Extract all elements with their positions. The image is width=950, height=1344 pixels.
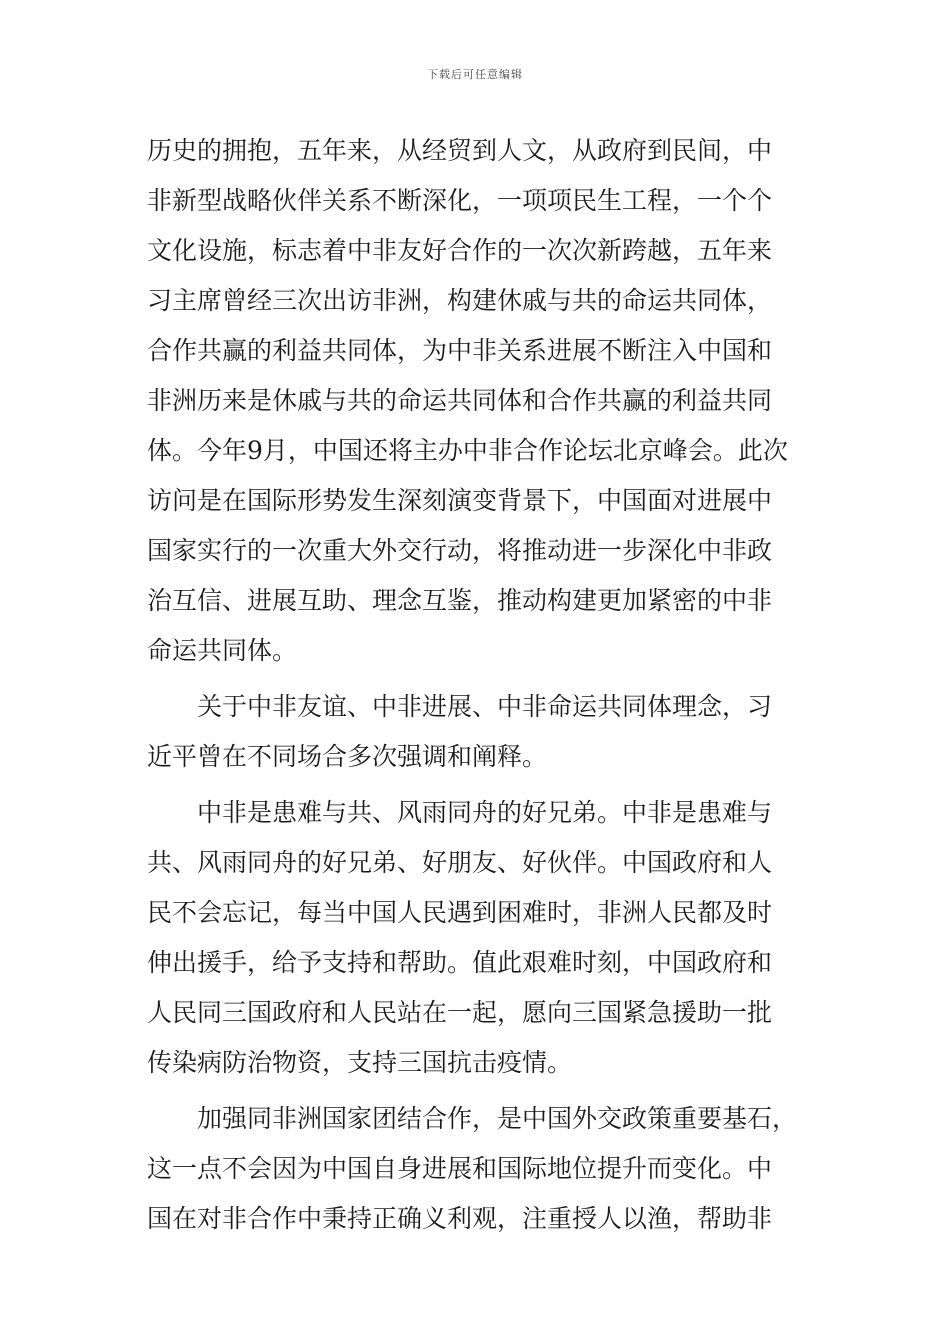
text-line: 民不会忘记，每当中国人民遇到困难时，非洲人民都及时	[147, 898, 773, 927]
text-line: 人民同三国政府和人民站在一起，愿向三国紧急援助一批	[147, 998, 773, 1027]
text-line: 中非是患难与共、风雨同舟的好兄弟。中非是患难与	[197, 798, 773, 827]
paragraph-2	[147, 682, 827, 782]
text-line: 体。今年9月，中国还将主办中非合作论坛北京峰会。此次	[147, 436, 788, 465]
text-line: 非洲历来是休戚与共的命运共同体和合作共赢的利益共同	[147, 386, 773, 415]
text-line: 伸出援手，给予支持和帮助。值此艰难时刻，中国政府和	[147, 948, 773, 977]
text-line: 关于中非友谊、中非进展、中非命运共同体理念，习	[197, 692, 773, 721]
document-body	[147, 126, 827, 1244]
text-line: 合作共赢的利益共同体，为中非关系进展不断注入中国和	[147, 336, 773, 365]
text-line: 加强同非洲国家团结合作，是中国外交政策重要基石，	[197, 1104, 798, 1133]
text-line: 文化设施，标志着中非友好合作的一次次新跨越，五年来	[147, 236, 773, 265]
paragraph-3	[147, 788, 827, 1088]
text-line: 共、风雨同舟的好兄弟、好朋友、好伙伴。中国政府和人	[147, 848, 773, 877]
paragraph-1	[147, 126, 827, 676]
text-line: 非新型战略伙伴关系不断深化，一项项民生工程，一个个	[147, 186, 773, 215]
text-line: 传染病防治物资，支持三国抗击疫情。	[147, 1048, 573, 1077]
text-line: 近平曾在不同场合多次强调和阐释。	[147, 742, 548, 771]
text-line: 历史的拥抱，五年来，从经贸到人文，从政府到民间，中	[147, 136, 773, 165]
text-line: 命运共同体。	[147, 636, 298, 665]
text-line: 这一点不会因为中国自身进展和国际地位提升而变化。中	[147, 1154, 773, 1183]
header-note: 下载后可任意编辑	[427, 68, 523, 81]
paragraph-4	[147, 1094, 827, 1244]
text-line: 习主席曾经三次出访非洲，构建休戚与共的命运共同体，	[147, 286, 773, 315]
text-line: 国家实行的一次重大外交行动，将推动进一步深化中非政	[147, 536, 773, 565]
text-line: 国在对非合作中秉持正确义利观，注重授人以渔，帮助非	[147, 1204, 773, 1233]
text-line: 访问是在国际形势发生深刻演变背景下，中国面对进展中	[147, 486, 773, 515]
text-line: 治互信、进展互助、理念互鉴，推动构建更加紧密的中非	[147, 586, 773, 615]
